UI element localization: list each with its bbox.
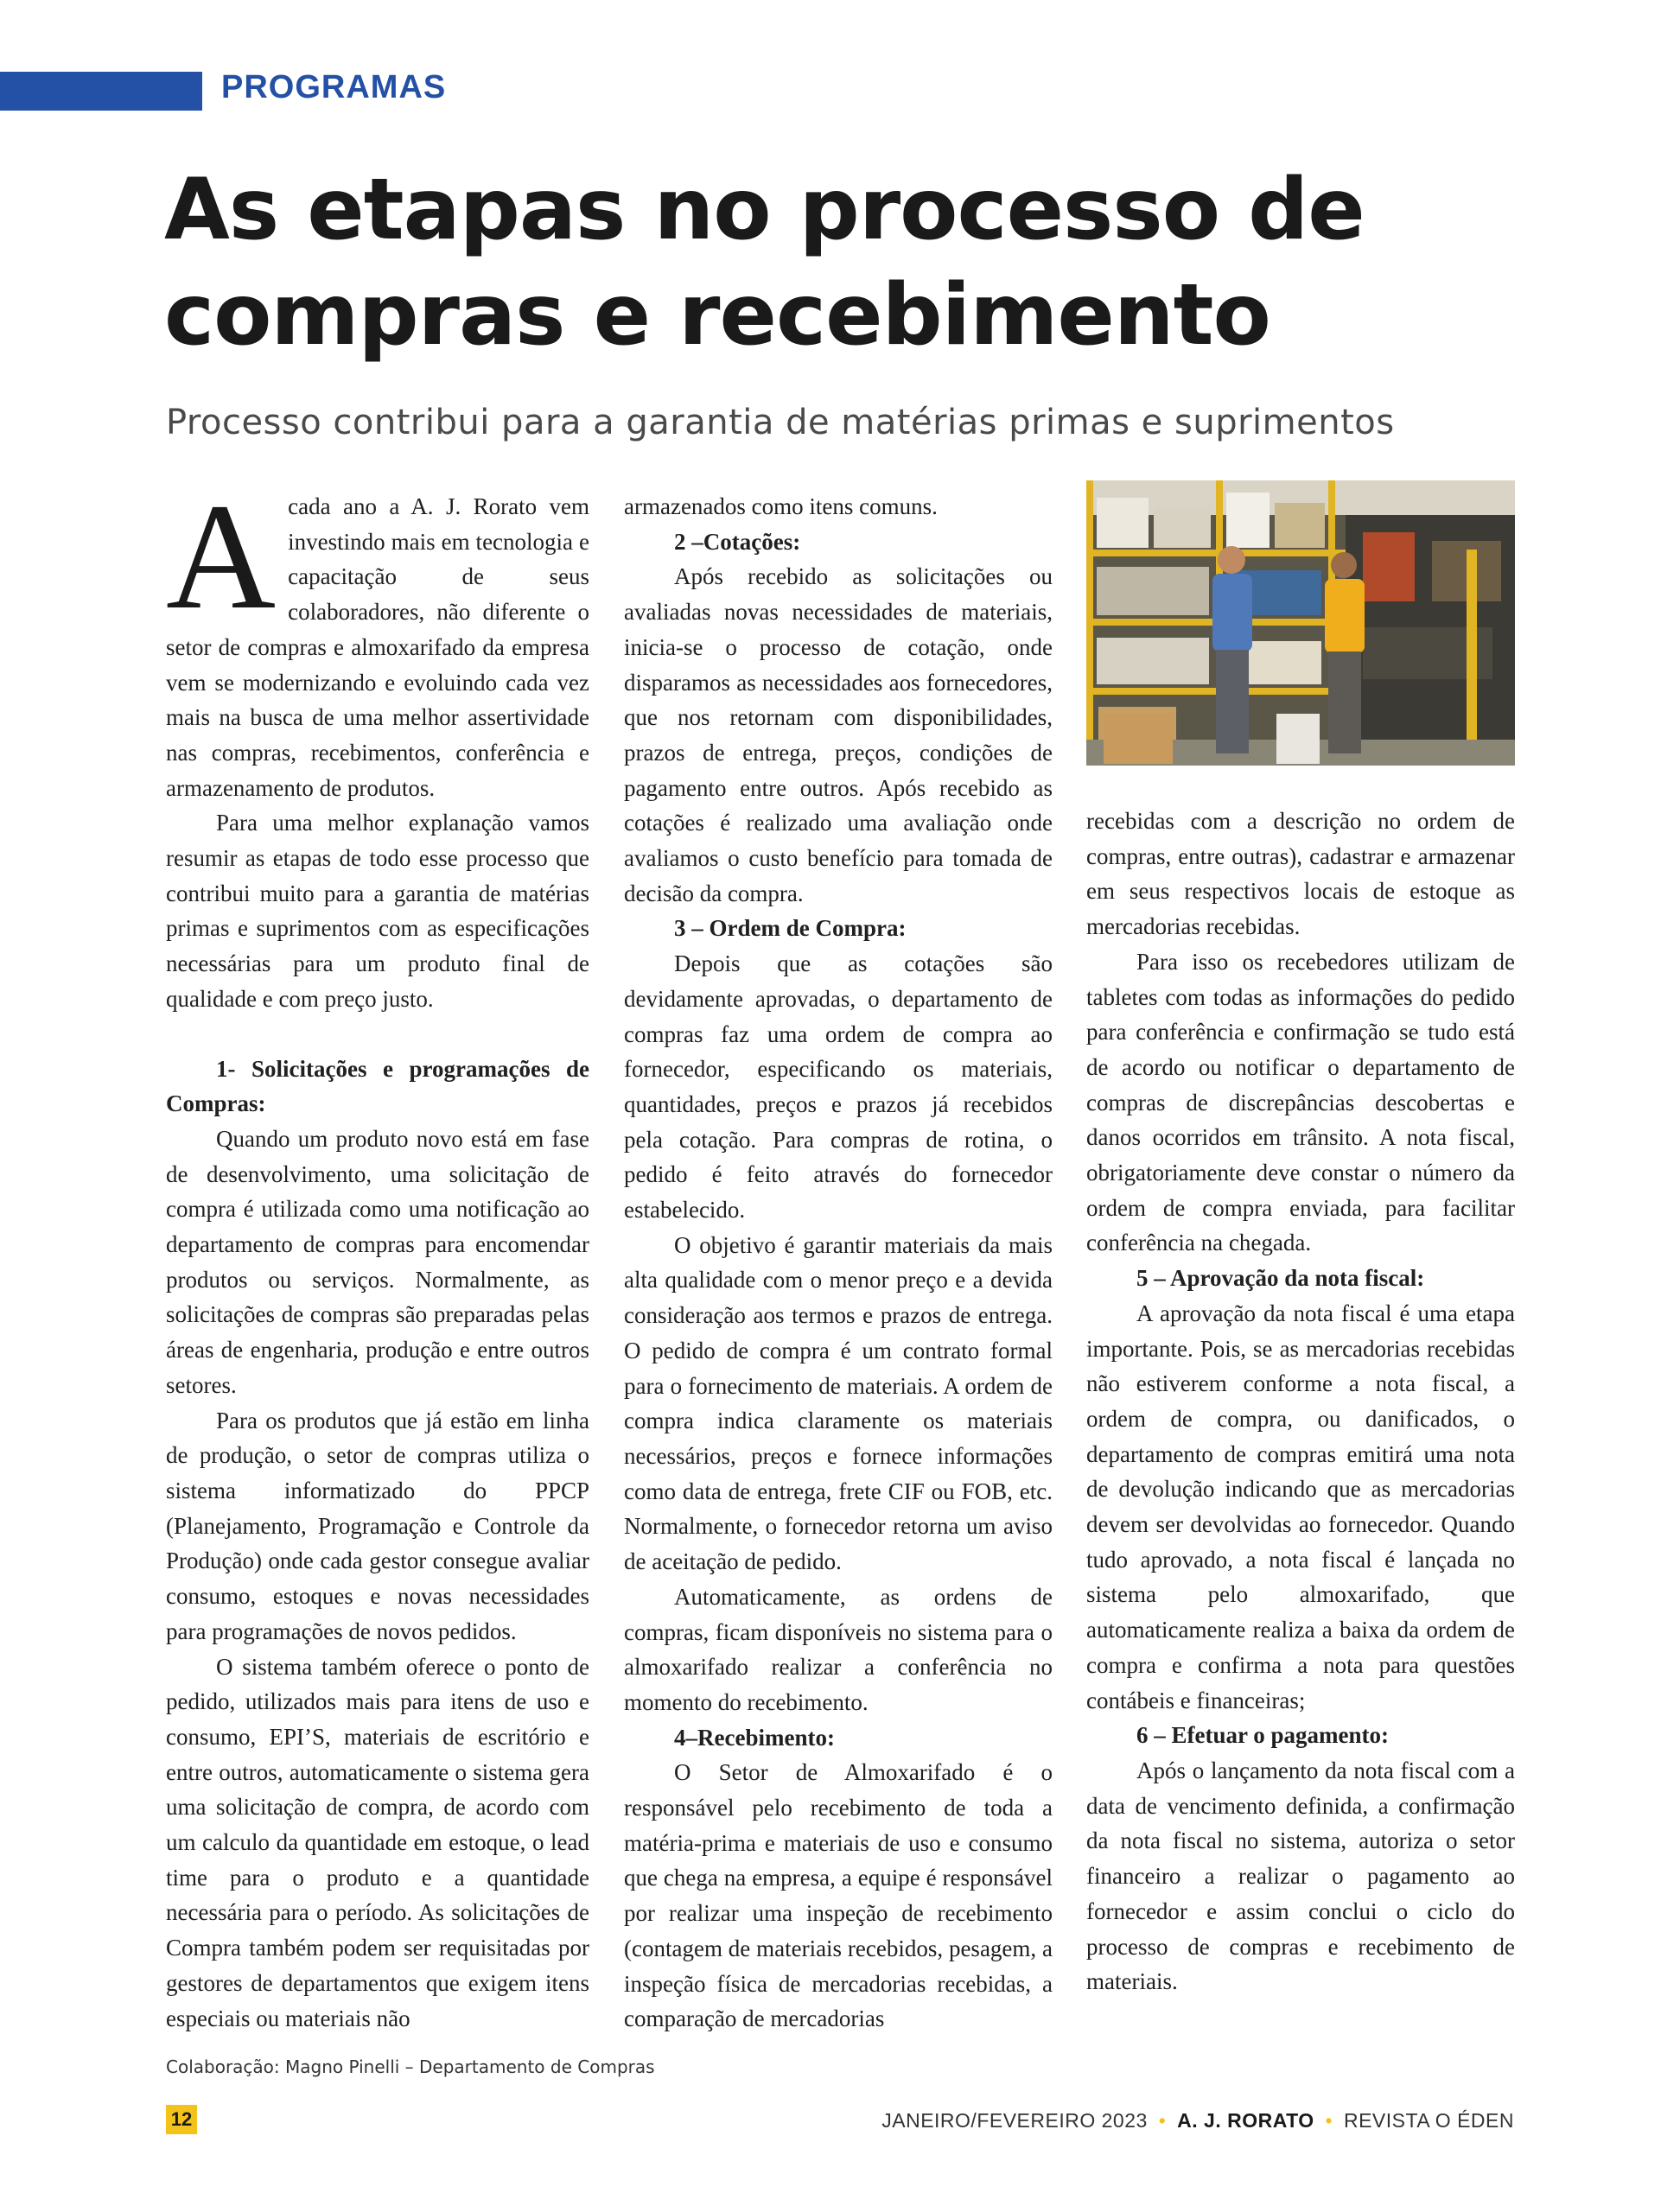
footer-date: JANEIRO/FEVEREIRO 2023 xyxy=(881,2109,1148,2132)
paragraph: recebidas com a descrição no ordem de compras, entre outras), cadastrar e armazenar em seus respectivos locais de estoque as mercadorias recebidas. xyxy=(1086,808,1515,940)
paragraph: Após o lançamento da nota fiscal com a data de vencimento definida, a confirmação da nota fiscal no sistema, autoriza o setor financeiro a realizar o pagamento ao fornecedor e assim conclui o ciclo do processo de compras e recebimento de materiais. xyxy=(1086,1757,1515,1995)
section-accent-bar xyxy=(0,72,202,111)
article-credit: Colaboração: Magno Pinelli – Departamento de Compras xyxy=(166,2056,655,2077)
paragraph: A aprovação da nota fiscal é uma etapa importante. Pois, se as mercadorias recebidas não estiverem conforme a nota fiscal, a ordem de compra, ou danificados, o departamento de compras emitirá uma nota de devolução indicando que as mercadorias devem ser devolvidas ao fornecedor. Quando tudo aprovado, a nota fiscal é lançada no sistema pelo almoxarifado, que automaticamente realiza a baixa da ordem de compra e confirma a nota para questões contábeis e financeiras; xyxy=(1086,1300,1515,1713)
article-subtitle: Processo contribui para a garantia de matérias primas e suprimentos xyxy=(166,403,1395,442)
page-footer xyxy=(881,2109,1514,2133)
paragraph: O objetivo é garantir materiais da mais alta qualidade com o menor preço e a devida consideração aos termos e prazos de entrega. O pedido de compra é um contrato formal para o fornecimento de materiais. A ordem de compra indica claramente os materiais necessários, preços e fornece informações como data de entrega, frete CIF ou FOB, etc. Normalmente, o fornecedor retorna um aviso de aceitação de pedido. xyxy=(624,1231,1053,1575)
page-number: 12 xyxy=(166,2105,197,2134)
paragraph: Para uma melhor explanação vamos resumir as etapas de todo esse processo que contribui muito para a garantia de matérias primas e suprimentos com as especificações necessárias para um produto final de qualidade e com preço justo. xyxy=(166,810,589,1012)
drop-cap: A xyxy=(166,473,277,641)
step-heading-6: 6 – Efetuar o pagamento: xyxy=(1136,1722,1389,1749)
paragraph: Depois que as cotações são devidamente aprovadas, o departamento de compras faz uma ordem de compra ao fornecedor, especificando os materiais, quantidades, preços e prazos já recebidos pela cotação. Para compras de rotina, o pedido é feito através do fornecedor estabelecido. xyxy=(624,950,1053,1224)
paragraph: Para isso os recebedores utilizam de tabletes com todas as informações do pedido para conferência e confirmação se tudo está de acordo ou notificar o departamento de compras de discrepâncias descobertas e danos ocorridos em trânsito. A nota fiscal, obrigatoriamente deve constar o número da ordem de compra enviada, para facilitar conferência na chegada. xyxy=(1086,948,1515,1256)
step-heading-2: 2 –Cotações: xyxy=(674,528,801,555)
footer-company: A. J. RORATO xyxy=(1177,2109,1314,2132)
warehouse-photo xyxy=(1086,480,1515,766)
footer-separator: • xyxy=(1325,2109,1333,2132)
paragraph: cada ano a A. J. Rorato vem investindo mais em tecnologia e capacitação de seus colaboradores, não diferente o setor de compras e almoxarifado da empresa vem se modernizando e evoluindo cada vez mais na busca de uma melhor assertividade nas compras, recebimentos, conferência e armazenamento de produtos. xyxy=(166,493,589,801)
section-label: PROGRAMAS xyxy=(221,69,447,105)
paragraph: armazenados como itens comuns. xyxy=(624,493,938,519)
paragraph: Para os produtos que já estão em linha de produção, o setor de compras utiliza o sistema informatizado do PPCP (Planejamento, Programação e Controle da Produção) onde cada gestor consegue avaliar consumo, estoques e novas necessidades para programações de novos pedidos. xyxy=(166,1407,589,1644)
paragraph: Automaticamente, as ordens de compras, ficam disponíveis no sistema para o almoxarifado realizar a conferência no momento do recebimento. xyxy=(624,1583,1053,1715)
paragraph: O Setor de Almoxarifado é o responsável pelo recebimento de toda a matéria-prima e materiais de uso e consumo que chega na empresa, a equipe é responsável por realizar uma inspeção de recebimento (contagem de materiais recebidos, pesagem, a inspeção física de mercadorias recebidas, a comparação de mercadorias xyxy=(624,1759,1053,2032)
step-heading-4: 4–Recebimento: xyxy=(674,1724,835,1751)
footer-magazine: REVISTA O ÉDEN xyxy=(1343,2109,1514,2132)
article-column-1 xyxy=(166,473,589,2036)
article-title: As etapas no processo de compras e recebimento xyxy=(164,161,1365,365)
step-heading-1: 1- Solicitações e programações de Compras: xyxy=(166,1055,589,1117)
paragraph: Quando um produto novo está em fase de desenvolvimento, uma solicitação de compra é utilizada como uma notificação ao departamento de compras para encomendar produtos ou serviços. Normalmente, as solicitações de compras são preparadas pelas áreas de engenharia, produção e entre outros setores. xyxy=(166,1125,589,1398)
article-column-2 xyxy=(624,489,1053,2037)
article-column-3 xyxy=(1086,804,1515,1999)
footer-separator: • xyxy=(1158,2109,1167,2132)
paragraph: O sistema também oferece o ponto de pedido, utilizados mais para itens de uso e consumo, EPI’S, materiais de escritório e entre outros, automaticamente o sistema gera uma solicitação de compra, de acordo com um calculo da quantidade em estoque, o lead time para o produto e a quantidade necessária para o período. As solicitações de Compra também podem ser requisitadas por gestores de departamentos que exigem itens especiais ou materiais não xyxy=(166,1653,589,2031)
paragraph: Após recebido as solicitações ou avaliadas novas necessidades de materiais, inicia-se o processo de cotação, onde disparamos as necessidades aos fornecedores, que nos retornam com disponibilidades, prazos de entrega, preços, condições de pagamento entre outros. Após recebido as cotações é realizado uma avaliação onde avaliamos o custo benefício para tomada de decisão da compra. xyxy=(624,563,1053,906)
step-heading-5: 5 – Aprovação da nota fiscal: xyxy=(1136,1265,1425,1292)
step-heading-3: 3 – Ordem de Compra: xyxy=(674,915,907,942)
